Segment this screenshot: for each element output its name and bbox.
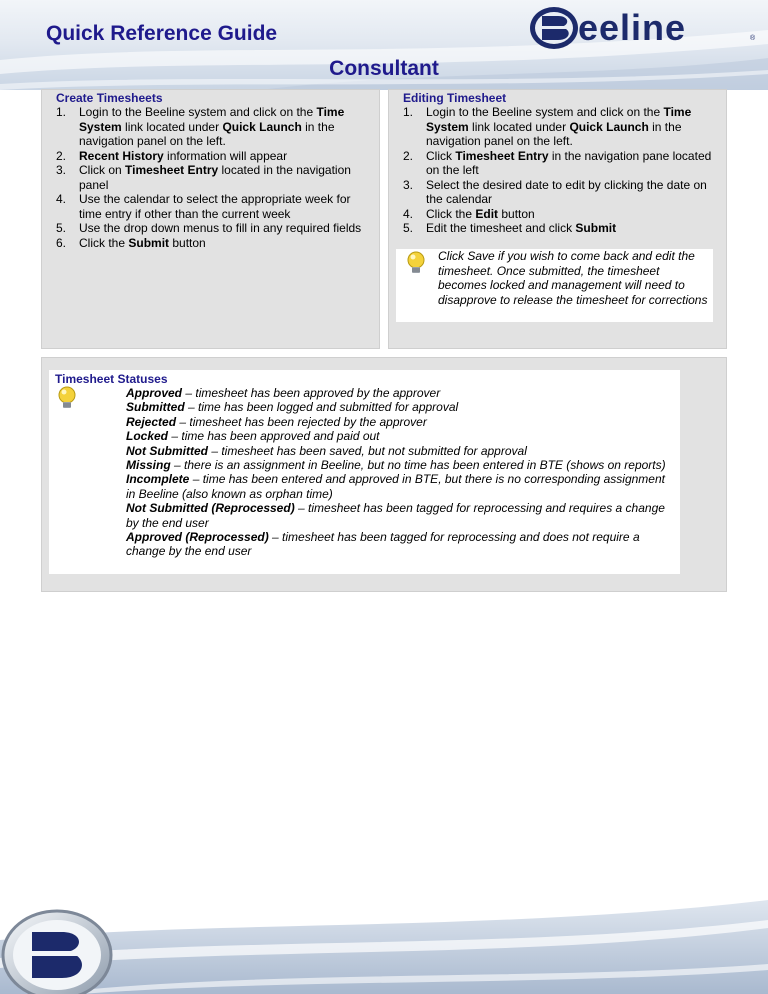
step-text: in the navigation pane located on the left [426, 148, 712, 177]
step-text: Login to the Beeline system and click on the [79, 105, 317, 119]
step-number: 5. [403, 221, 414, 235]
status-item [126, 530, 676, 559]
list-item [56, 192, 366, 221]
status-item [126, 444, 676, 458]
lightbulb-icon [405, 251, 427, 277]
step-number: 3. [403, 177, 414, 192]
status-name: Incomplete [126, 472, 190, 487]
status-name: Rejected [126, 414, 177, 429]
list-item [403, 149, 713, 178]
timesheet-statuses-heading: Timesheet Statuses [55, 372, 168, 386]
step-number: 1. [56, 105, 67, 119]
step-number: 2. [403, 148, 414, 163]
status-item [126, 429, 676, 443]
create-timesheets-heading: Create Timesheets [56, 91, 163, 105]
tip-text: Click Save if you wish to come back and edit the timesheet. Once submitted, the timesheet becomes locked and management will need to disapprove to release the timesheet for corrections [438, 249, 708, 307]
step-text: Click the [79, 235, 129, 250]
step-text: Time System [79, 105, 345, 134]
status-name: Locked [126, 429, 169, 444]
editing-timesheet-heading: Editing Timesheet [403, 91, 507, 105]
status-item [126, 458, 676, 472]
step-number: 1. [403, 105, 414, 119]
list-item [56, 236, 366, 251]
list-item [56, 105, 366, 149]
step-text: Submit [128, 235, 170, 250]
status-description: – time has been approved and paid out [168, 429, 380, 444]
list-item [56, 163, 366, 192]
status-name: Approved [126, 386, 183, 400]
beeline-emblem [3, 911, 111, 994]
step-text: Submit [575, 221, 617, 235]
step-number: 6. [56, 235, 67, 250]
status-name: Submitted [126, 400, 185, 415]
create-steps-list [56, 105, 366, 250]
status-description: – timesheet has been approved by the approver [182, 386, 441, 400]
footer-swoosh [0, 880, 768, 994]
page-footer [0, 880, 768, 994]
step-text: in the navigation panel on the left. [79, 119, 335, 148]
status-item [126, 501, 676, 530]
list-item [403, 207, 713, 222]
status-name: Missing [126, 458, 171, 473]
step-text: Timesheet Entry [125, 163, 219, 177]
step-text: link located under [468, 119, 570, 134]
edit-steps-list [403, 105, 713, 236]
step-text: Quick Launch [569, 119, 649, 134]
status-description: – time has been entered and approved in BTE, but there is no corresponding assignment in Beeline (also known as orphan time) [126, 472, 665, 501]
list-item [56, 149, 366, 164]
step-text: Select the desired date to edit by clicking the date on the calendar [426, 177, 707, 206]
svg-text:eeline: eeline [578, 7, 687, 48]
status-description: – timesheet has been saved, but not submitted for approval [208, 443, 527, 458]
step-text: Click [426, 148, 456, 163]
step-text: Recent History [79, 148, 164, 163]
status-item [126, 400, 676, 414]
status-description: – timesheet has been tagged for reprocessing and requires a change by the end user [126, 501, 665, 530]
document-title: Quick Reference Guide [46, 22, 278, 45]
list-item [56, 221, 366, 236]
status-description: – timesheet has been rejected by the approver [176, 414, 427, 429]
status-name: Approved (Reprocessed) [126, 530, 269, 545]
step-number: 4. [403, 206, 414, 221]
status-name: Not Submitted (Reprocessed) [126, 501, 295, 516]
step-text: button [498, 206, 535, 221]
list-item [403, 105, 713, 149]
step-text: Edit [475, 206, 499, 221]
status-name: Not Submitted [126, 443, 208, 458]
status-description: – time has been logged and submitted for approval [184, 400, 459, 415]
step-number: 4. [56, 192, 67, 206]
step-text: Login to the Beeline system and click on the [426, 105, 664, 119]
beeline-logo [528, 4, 764, 52]
step-number: 3. [56, 163, 67, 177]
status-item [126, 386, 676, 400]
step-text: information will appear [163, 148, 288, 163]
status-item [126, 415, 676, 429]
page-header [0, 0, 768, 90]
step-number: 2. [56, 148, 67, 163]
list-item [403, 178, 713, 207]
document-subtitle: Consultant [329, 57, 439, 80]
step-text: link located under [121, 119, 223, 134]
step-text: button [169, 235, 206, 250]
step-text: Time System [426, 105, 692, 134]
status-description: – there is an assignment in Beeline, but no time has been entered in BTE (shows on reports) [170, 458, 666, 473]
list-item [403, 221, 713, 236]
step-text: Edit the timesheet and click [426, 221, 576, 235]
status-description: – timesheet has been tagged for reprocessing and does not require a change by the end user [126, 530, 640, 559]
step-text: in the navigation panel on the left. [426, 119, 682, 148]
step-text: Use the calendar to select the appropriate week for time entry if other than the current week [79, 192, 351, 221]
step-text: Click the [426, 206, 476, 221]
step-number: 5. [56, 221, 67, 235]
svg-text:®: ® [750, 35, 756, 42]
step-text: Use the drop down menus to fill in any required fields [79, 221, 362, 235]
step-text: located in the navigation panel [79, 163, 351, 192]
status-item [126, 472, 676, 501]
step-text: Click on [79, 163, 126, 177]
status-list [126, 386, 676, 559]
lightbulb-icon [56, 386, 78, 412]
step-text: Timesheet Entry [455, 148, 549, 163]
step-text: Quick Launch [222, 119, 302, 134]
